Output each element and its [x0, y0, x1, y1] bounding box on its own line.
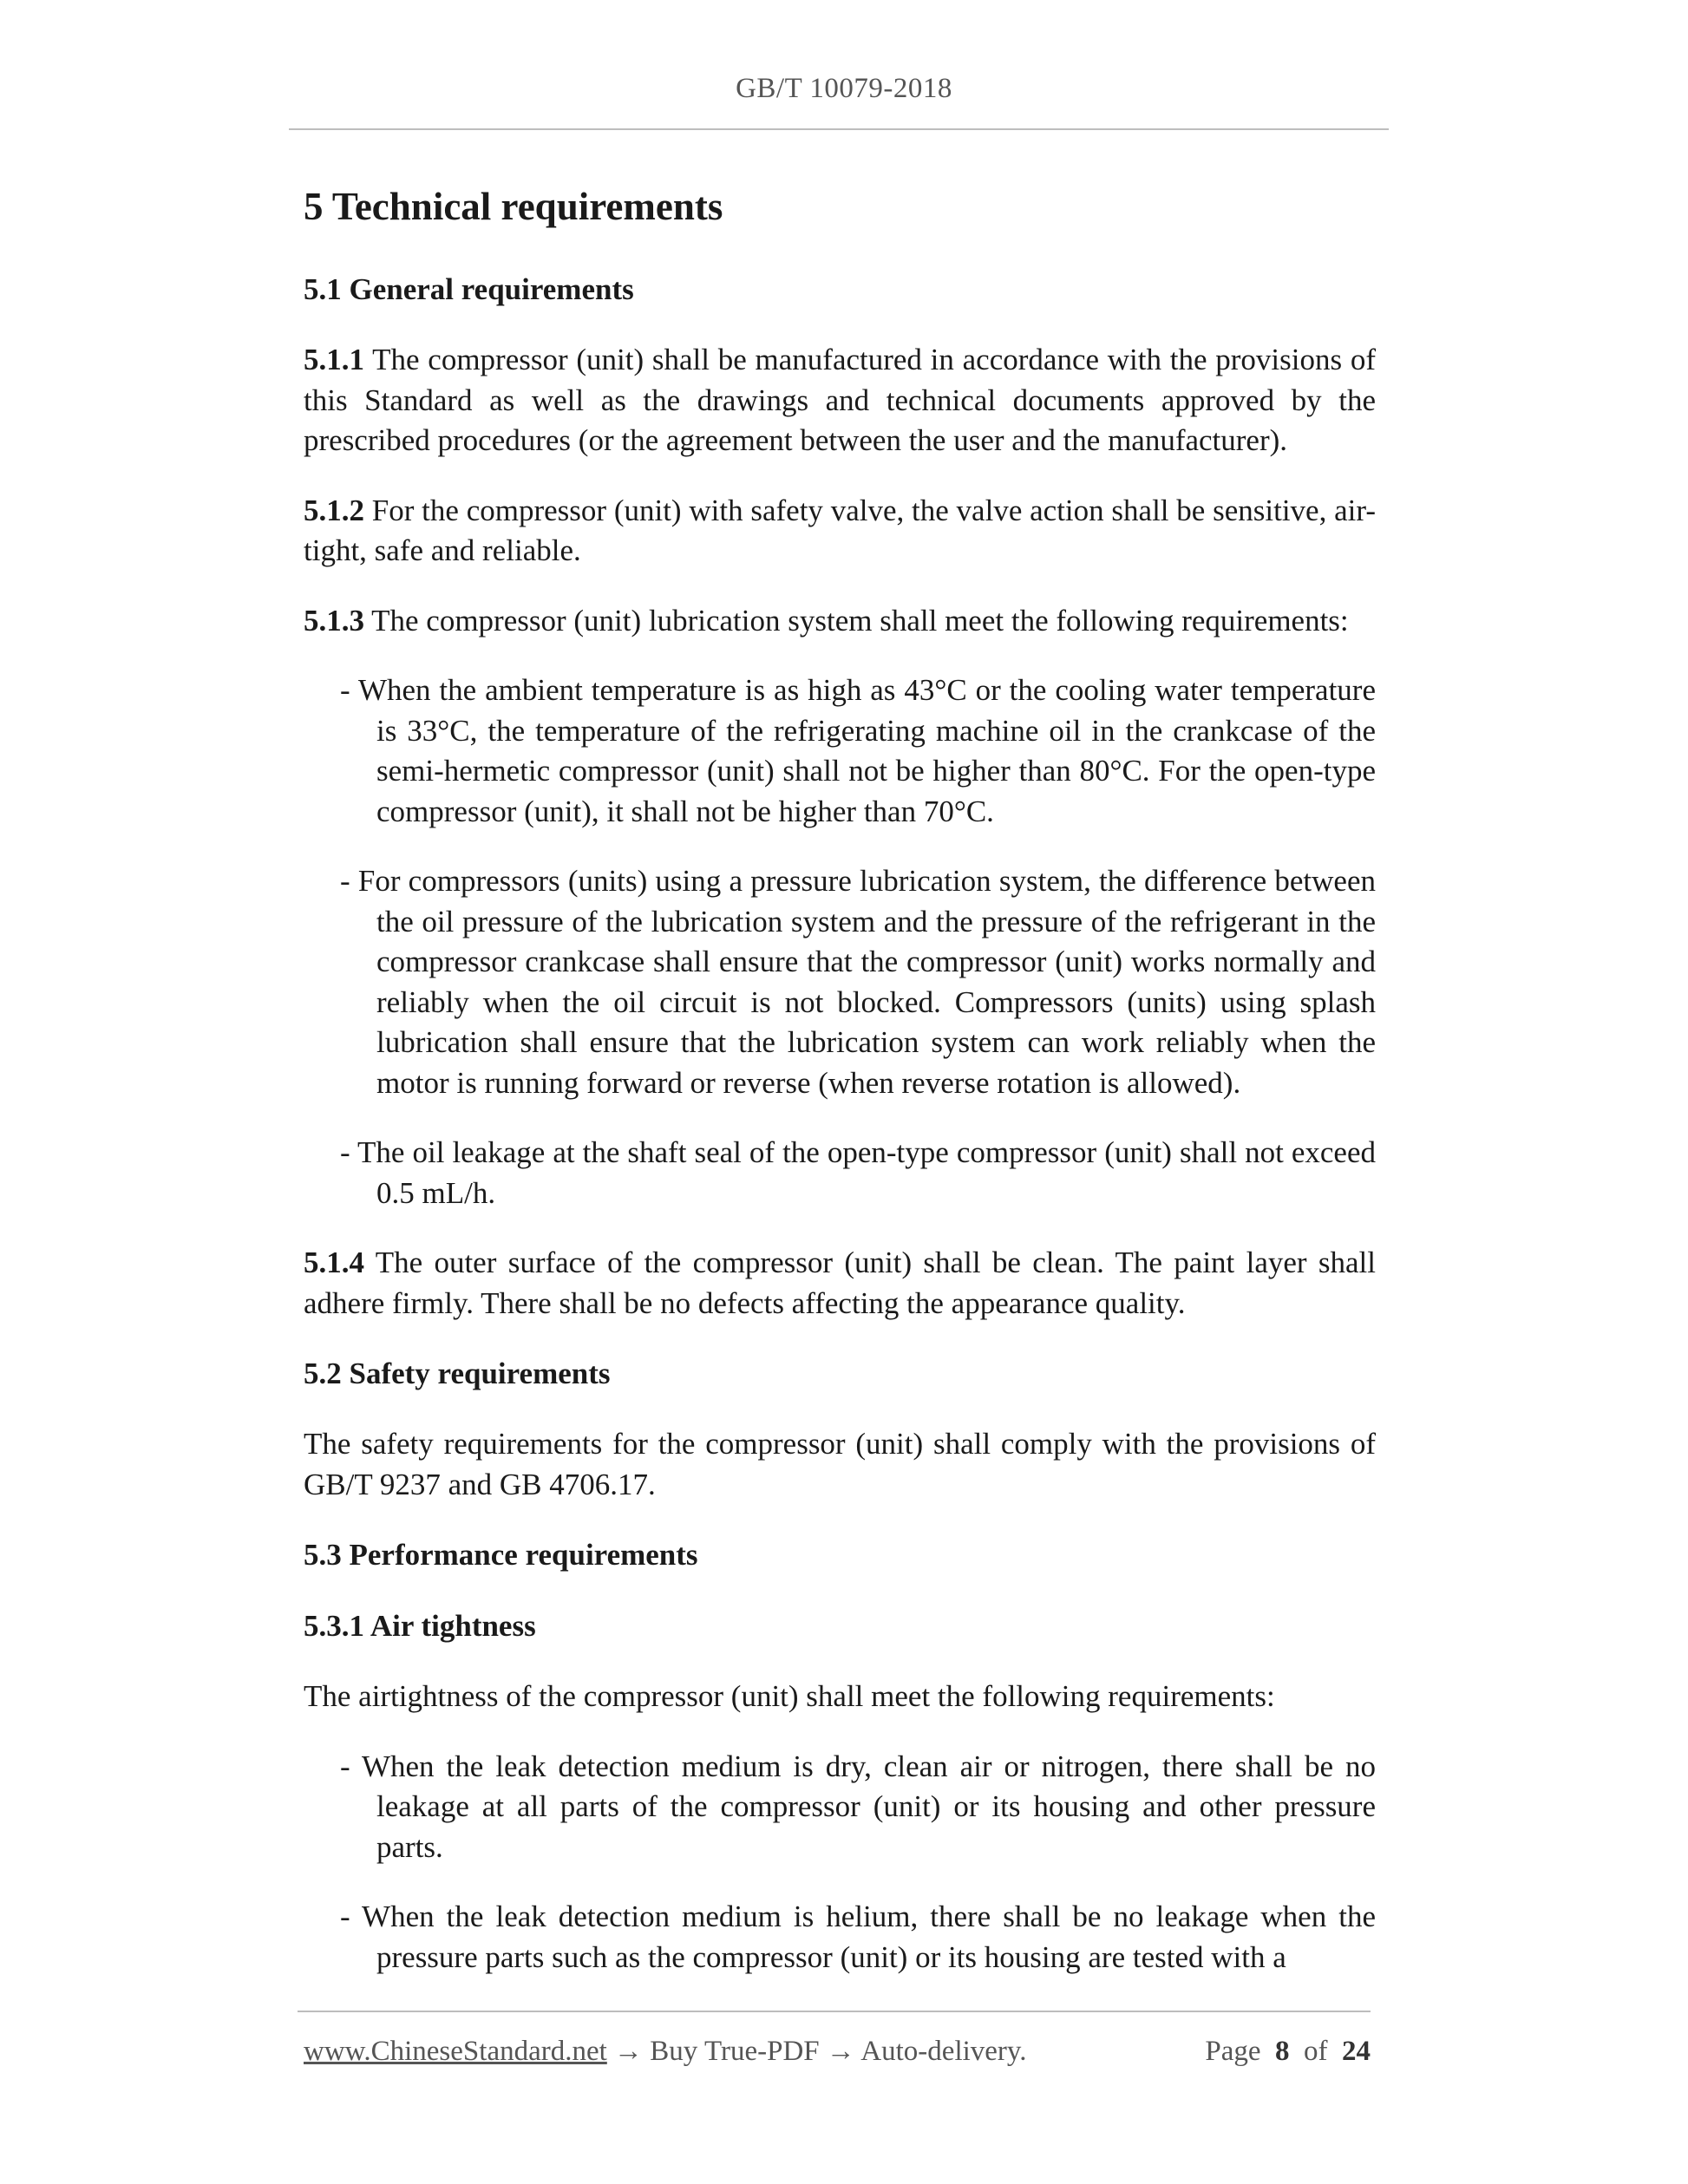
clause-text: The compressor (unit) shall be manufactured in accordance with the provisions of this Standard as well as the drawings and technical documents approved by the prescribed procedures (or the agreement between the user and the manufacturer). [304, 343, 1376, 457]
page-total: 24 [1342, 2036, 1371, 2067]
list-item: - When the leak detection medium is helium, there shall be no leakage when the pressure parts such as the compressor (unit) or its housing are tested with a [340, 1900, 1376, 1974]
clause-5-1-2 [304, 491, 1376, 572]
header-divider [289, 128, 1389, 130]
footer-promo [304, 2031, 1027, 2071]
section-5-1-heading: 5.1 General requirements [304, 272, 634, 306]
list-item: - When the ambient temperature is as high as 43°C or the cooling water temperature is 33°C, the temperature of the refrigerating machine oil in the crankcase of the semi-hermetic compressor (unit) shall not be higher than 80°C. For the open-type compressor (unit), it shall not be higher than 70°C. [340, 673, 1376, 828]
list-item: - When the leak detection medium is dry, clean air or nitrogen, there shall be no leakage at all parts of the compressor (unit) or its housing and other pressure parts. [340, 1749, 1376, 1864]
section-5-3-1-text: The airtightness of the compressor (unit) shall meet the following requirements: [304, 1679, 1275, 1713]
clause-5-1-4 [304, 1243, 1376, 1324]
section-5-3-1-heading: 5.3.1 Air tightness [304, 1609, 536, 1643]
site-link[interactable]: www.ChineseStandard.net [304, 2036, 607, 2067]
of-label: of [1304, 2036, 1328, 2067]
list-item: - For compressors (units) using a pressure lubrication system, the difference between the oil pressure of the lubrication system and the pressure of the refrigerant in the compressor crankcase shall ensure that the compressor (unit) works normally and reliably when the oil circuit is not blocked. Compressors (units) using splash lubrication shall ensure that the lubrication system can work reliably when the motor is running forward or reverse (when reverse rotation is allowed). [340, 864, 1376, 1100]
page-label: Page [1205, 2036, 1261, 2067]
footer-divider [298, 2011, 1371, 2012]
section-5-2-text: The safety requirements for the compressor (unit) shall comply with the provisions of GB/T 9237 and GB 4706.17. [304, 1427, 1376, 1501]
clause-5-1-1 [304, 340, 1376, 461]
section-5-2-heading: 5.2 Safety requirements [304, 1357, 611, 1390]
clause-5-1-3 [304, 601, 1376, 642]
clause-number: 5.1.1 [304, 343, 364, 376]
page-number: 8 [1275, 2036, 1290, 2067]
document-body [304, 179, 1376, 2007]
page-indicator [1205, 2031, 1371, 2071]
clause-text: The compressor (unit) lubrication system shall meet the following requirements: [364, 603, 1349, 638]
list-item: - The oil leakage at the shaft seal of the open-type compressor (unit) shall not exceed 0.5 mL/h. [340, 1135, 1376, 1210]
clause-number: 5.1.2 [304, 493, 364, 527]
section-5-3-heading: 5.3 Performance requirements [304, 1538, 698, 1572]
clause-text: For the compressor (unit) with safety valve, the valve action shall be sensitive, air-tight, safe and reliable. [304, 493, 1376, 567]
footer-tail-text: → Buy True-PDF → Auto-delivery. [606, 2036, 1027, 2067]
clause-number: 5.1.4 [304, 1246, 364, 1279]
clause-number: 5.1.3 [304, 603, 364, 638]
clause-text: The outer surface of the compressor (unit) shall be clean. The paint layer shall adhere firmly. There shall be no defects affecting the appearance quality. [304, 1246, 1376, 1320]
page-header: GB/T 10079-2018 [736, 73, 952, 104]
section-5-heading: 5 Technical requirements [304, 185, 723, 228]
